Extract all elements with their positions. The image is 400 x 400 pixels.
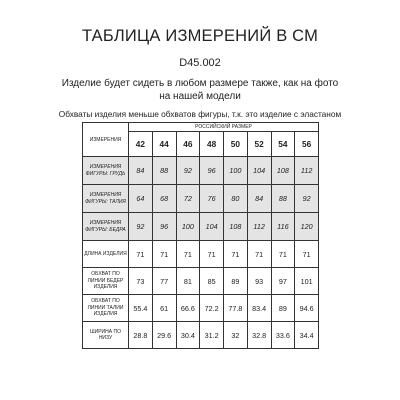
table-cell: 80 [224,185,248,213]
table-cell: 89 [224,268,248,295]
row-label: ИЗМЕРЕНИЯ ФИГУРЫ: ГРУДЬ [83,157,129,185]
size-header: 46 [176,132,200,157]
table-cell: 68 [152,185,176,213]
table-cell: 120 [295,213,319,241]
table-cell: 71 [295,241,319,268]
table-cell: 88 [271,185,295,213]
table-cell: 108 [271,157,295,185]
table-cell: 32 [224,322,248,349]
row-label: ДЛИНА ИЗДЕЛИЯ [83,241,129,268]
table-cell: 93 [247,268,271,295]
size-group-header: РОССИЙСКИЙ РАЗМЕР [129,123,319,132]
table-cell: 32.8 [247,322,271,349]
table-cell: 30.4 [176,322,200,349]
table-cell: 116 [271,213,295,241]
table-cell: 71 [129,241,153,268]
table-row [83,157,319,185]
size-header: 48 [200,132,224,157]
table-cell: 84 [247,185,271,213]
table-cell: 77 [152,268,176,295]
table-cell: 100 [224,157,248,185]
table-row [83,268,319,295]
table-cell: 96 [152,213,176,241]
table-cell: 64 [129,185,153,213]
table-cell: 112 [295,157,319,185]
fit-note: Изделие будет сидеть в любом размере также, как на фото на нашей модели [61,78,339,102]
table-cell: 89 [271,295,295,322]
table-cell: 71 [200,241,224,268]
table-row [83,322,319,349]
row-label: ОБХВАТ ПО ЛИНИИ ТАЛИИ ИЗДЕЛИЯ [83,295,129,322]
table-cell: 92 [129,213,153,241]
table-cell: 85 [200,268,224,295]
table-cell: 71 [176,241,200,268]
table-cell: 28.8 [129,322,153,349]
row-header-label: ИЗМЕРЕНИЯ [83,123,129,157]
table-cell: 33.6 [271,322,295,349]
row-label: ШИРИНА ПО НИЗУ [83,322,129,349]
table-cell: 101 [295,268,319,295]
table-cell: 84 [129,157,153,185]
table-cell: 92 [176,157,200,185]
table-cell: 94.6 [295,295,319,322]
table-row [83,213,319,241]
row-label: ИЗМЕРЕНИЯ ФИГУРЫ: ТАЛИЯ [83,185,129,213]
table-cell: 34.4 [295,322,319,349]
size-header: 44 [152,132,176,157]
row-label: ОБХВАТ ПО ЛИНИИ БЕДЕР ИЗДЕЛИЯ [83,268,129,295]
row-label: ИЗМЕРЕНИЯ ФИГУРЫ: БЕДРА [83,213,129,241]
table-cell: 76 [200,185,224,213]
table-cell: 83.4 [247,295,271,322]
table-row [83,241,319,268]
table-cell: 71 [247,241,271,268]
table-cell: 104 [200,213,224,241]
table-cell: 61 [152,295,176,322]
page-title: ТАБЛИЦА ИЗМЕРЕНИЙ В СМ [81,27,319,45]
table-cell: 72.2 [200,295,224,322]
table-row [83,295,319,322]
table-cell: 104 [247,157,271,185]
size-header: 54 [271,132,295,157]
table-cell: 81 [176,268,200,295]
table-cell: 112 [247,213,271,241]
size-header: 56 [295,132,319,157]
table-cell: 66.6 [176,295,200,322]
table-cell: 31.2 [200,322,224,349]
table-cell: 71 [271,241,295,268]
size-header: 42 [129,132,153,157]
table-group-header-row [83,123,319,132]
table-cell: 73 [129,268,153,295]
table-cell: 92 [295,185,319,213]
table-cell: 96 [200,157,224,185]
table-cell: 71 [152,241,176,268]
table-cell: 77.8 [224,295,248,322]
table-cell: 72 [176,185,200,213]
table-cell: 55.4 [129,295,153,322]
size-table [82,122,319,349]
table-cell: 100 [176,213,200,241]
table-cell: 97 [271,268,295,295]
size-header: 52 [247,132,271,157]
elastane-note: Обхваты изделия меньше обхватов фигуры, т.к. это изделие с эластаном [58,109,342,119]
table-cell: 88 [152,157,176,185]
product-code: D45.002 [179,57,221,69]
table-row [83,185,319,213]
size-header: 50 [224,132,248,157]
table-cell: 29.6 [152,322,176,349]
table-cell: 108 [224,213,248,241]
table-cell: 71 [224,241,248,268]
